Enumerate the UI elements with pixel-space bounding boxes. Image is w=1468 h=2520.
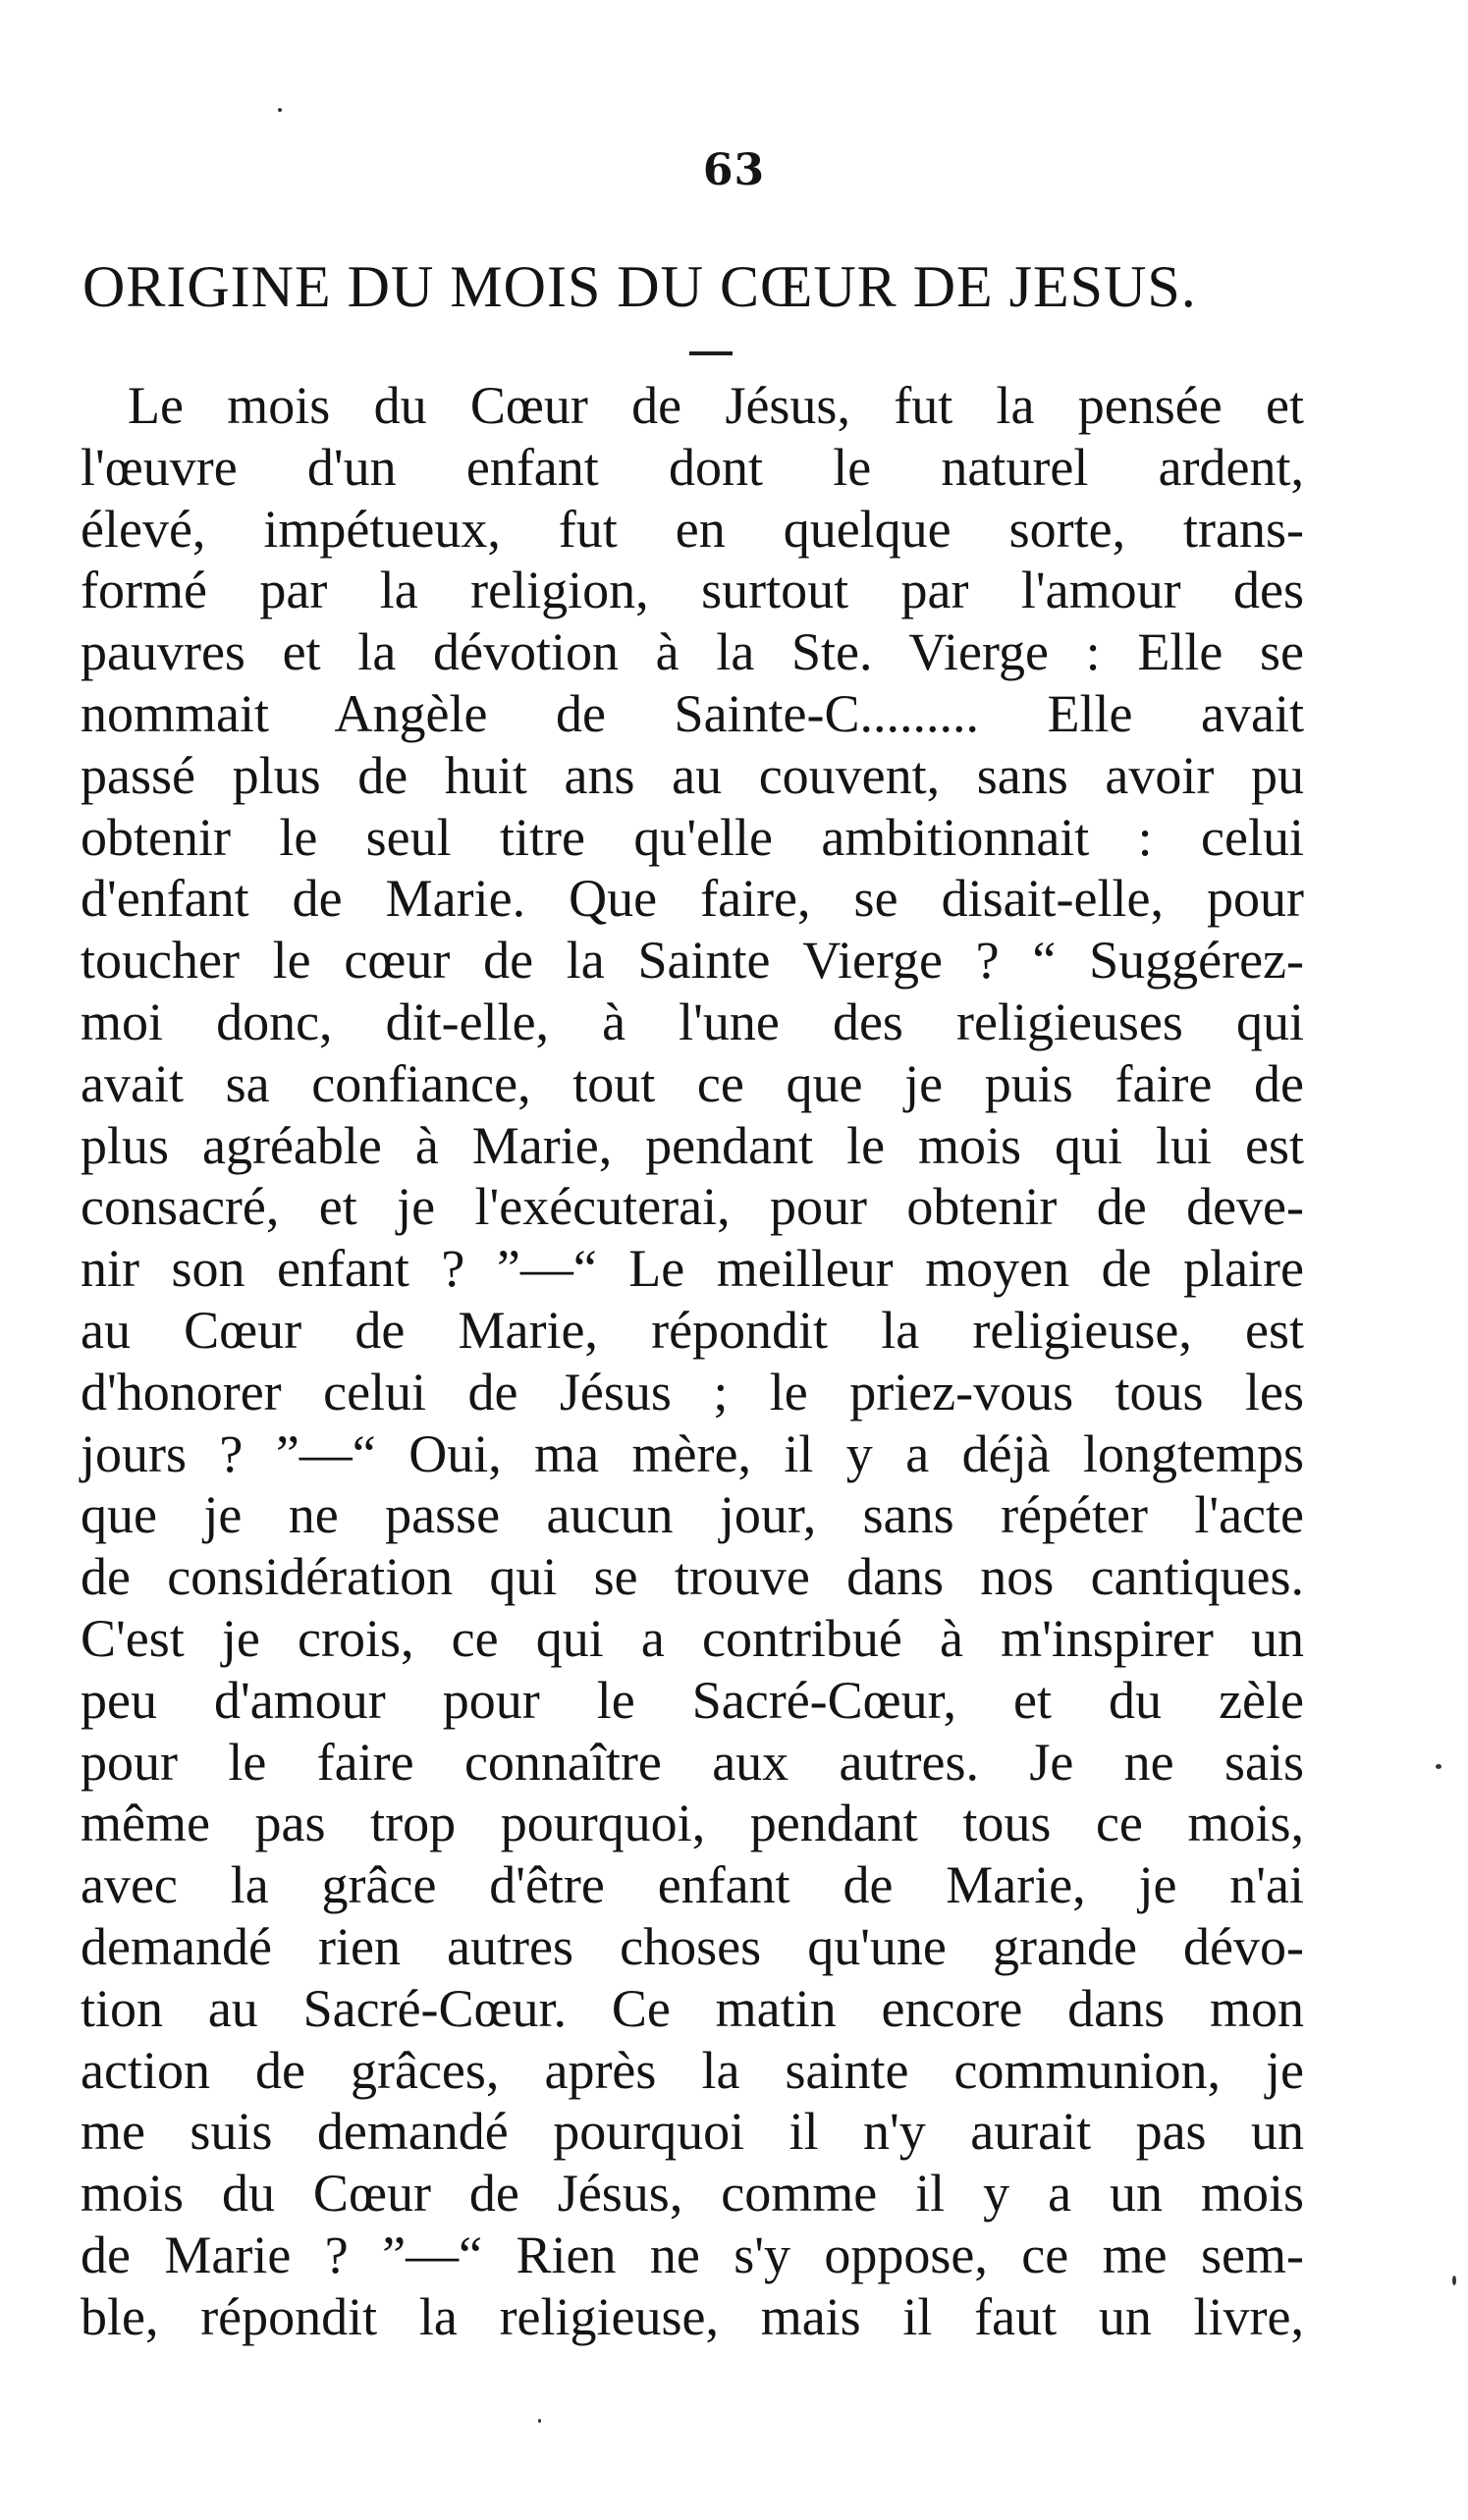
page-number: 63 [702,145,766,195]
text-line: avec la grâce d'être enfant de Marie, je n'ai [81,1855,1304,1915]
text-line: même pas trop pourquoi, pendant tous ce mois, [81,1794,1304,1853]
text-line: peu d'amour pour le Sacré-Cœur, et du zèle [81,1670,1304,1730]
text-line: me suis demandé pourquoi il n'y aurait pas un [81,2102,1304,2162]
scan-speck [278,108,282,112]
text-line: ble, répondit la religieuse, mais il faut un livre, [81,2286,1304,2346]
text-line: pour le faire connaître aux autres. Je ne sais [81,1732,1304,1792]
text-line: moi donc, dit-elle, à l'une des religieuses qui [81,992,1304,1051]
text-line: nir son enfant ? ”—“ Le meilleur moyen de plaire [81,1239,1304,1299]
text-line: demandé rien autres choses qu'une grande dévo- [81,1916,1304,1976]
scan-speck [1452,2276,1456,2285]
text-line: que je ne passe aucun jour, sans répéter l'acte [81,1485,1304,1545]
text-line: d'enfant de Marie. Que faire, se disait-elle, pour [81,869,1304,929]
text-line: C'est je crois, ce qui a contribué à m'inspirer un [81,1608,1304,1668]
text-line: au Cœur de Marie, répondit la religieuse, est [81,1300,1304,1360]
text-line: élevé, impétueux, fut en quelque sorte, trans- [81,499,1304,559]
body-text [81,375,1304,2348]
text-line: jours ? ”—“ Oui, ma mère, il y a déjà longtemps [81,1423,1304,1483]
text-line: avait sa confiance, tout ce que je puis faire de [81,1053,1304,1113]
text-line: de considération qui se trouve dans nos cantiques. [81,1547,1304,1607]
text-line: d'honorer celui de Jésus ; le priez-vous tous les [81,1362,1304,1421]
text-line: nommait Angèle de Sainte-C......... Elle avait [81,683,1304,743]
text-line: passé plus de huit ans au couvent, sans avoir pu [81,745,1304,805]
scan-speck [1436,1764,1441,1769]
text-line: plus agréable à Marie, pendant le mois qui lui est [81,1115,1304,1175]
scan-speck [538,2419,541,2423]
title-rule [689,351,733,355]
chapter-title: ORIGINE DU MOIS DU CŒUR DE JESUS. [82,254,1197,319]
text-line: de Marie ? ”—“ Rien ne s'y oppose, ce me sem- [81,2225,1304,2284]
text-line: action de grâces, après la sainte communion, je [81,2040,1304,2100]
text-line: pauvres et la dévotion à la Ste. Vierge : Elle se [81,622,1304,682]
text-line: tion au Sacré-Cœur. Ce matin encore dans mon [81,1978,1304,2038]
text-line: mois du Cœur de Jésus, comme il y a un mois [81,2164,1304,2224]
text-line: obtenir le seul titre qu'elle ambitionnait : celui [81,807,1304,867]
text-line: Le mois du Cœur de Jésus, fut la pensée et [128,376,1304,435]
text-line: formé par la religion, surtout par l'amour des [81,561,1304,620]
text-line: toucher le cœur de la Sainte Vierge ? “ Suggérez- [81,931,1304,991]
text-line: consacré, et je l'exécuterai, pour obtenir de deve- [81,1177,1304,1237]
text-line: l'œuvre d'un enfant dont le naturel ardent, [81,437,1304,497]
